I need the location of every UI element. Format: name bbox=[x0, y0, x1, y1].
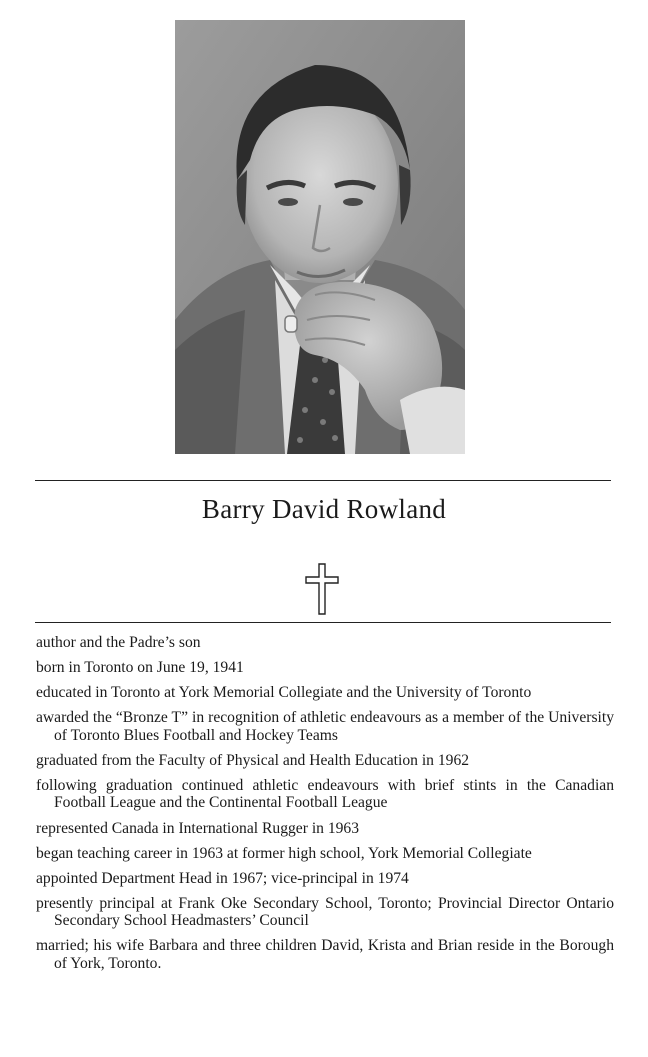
bio-entry: represented Canada in International Rugger in 1963 bbox=[36, 819, 360, 837]
bio-entry: married; his wife Barbara and three children David, Krista and Brian reside in the Borough of York, Toronto. bbox=[36, 937, 614, 972]
portrait-image bbox=[175, 20, 465, 454]
bio-entry: educated in Toronto at York Memorial Collegiate and the University of Toronto bbox=[36, 684, 532, 702]
bio-entry: appointed Department Head in 1967; vice-principal in 1974 bbox=[36, 869, 409, 887]
bio-entry: born in Toronto on June 19, 1941 bbox=[36, 659, 244, 677]
portrait-photo bbox=[175, 20, 465, 454]
bio-entry: began teaching career in 1963 at former high school, York Memorial Collegiate bbox=[36, 844, 532, 862]
person-name: Barry David Rowland bbox=[201, 494, 447, 524]
top-divider bbox=[35, 480, 611, 481]
bottom-divider bbox=[35, 622, 611, 623]
cross-icon bbox=[305, 563, 339, 615]
bio-entry: awarded the “Bronze T” in recognition of athletic endeavours as a member of the University of Toronto Blues Football and Hockey Teams bbox=[36, 709, 614, 744]
biography-list bbox=[36, 634, 614, 980]
bio-entry: following graduation continued athletic endeavours with brief stints in the Canadian Football League and the Continental Football League bbox=[36, 776, 614, 812]
bio-entry: author and the Padre’s son bbox=[36, 634, 201, 651]
bio-entry: graduated from the Faculty of Physical and Health Education in 1962 bbox=[36, 751, 470, 769]
bio-entry: presently principal at Frank Oke Secondary School, Toronto; Provincial Director Ontario Secondary School Headmasters’ Council bbox=[36, 894, 614, 930]
